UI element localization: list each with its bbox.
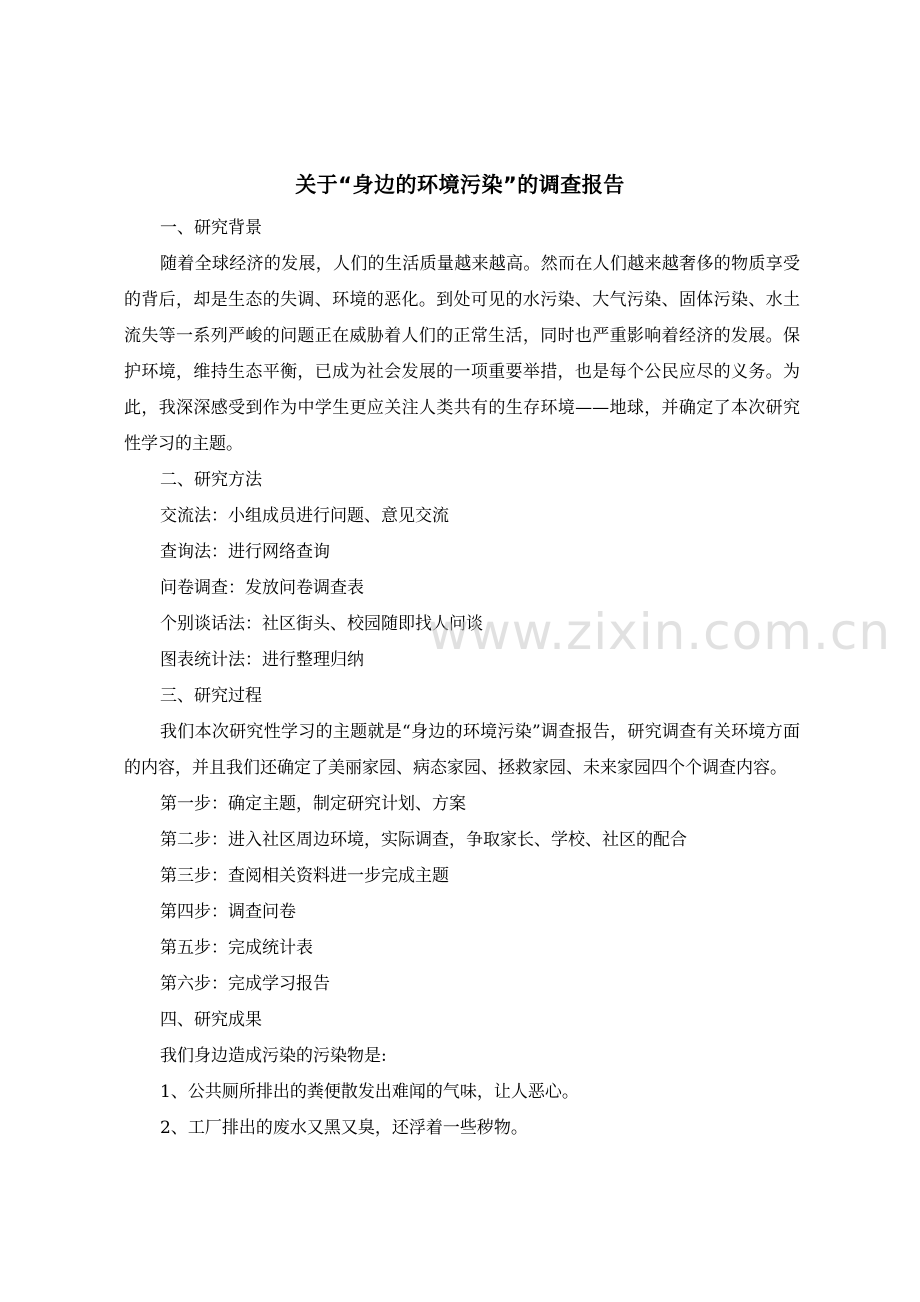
step-item: 第一步：确定主题，制定研究计划、方案: [160, 794, 466, 814]
report-body: [124, 210, 800, 1146]
background-paragraph: [124, 246, 800, 462]
section-heading-process: 三、研究过程: [160, 686, 262, 706]
method-item: 交流法：小组成员进行问题、意见交流: [160, 506, 449, 526]
results-intro: 我们身边造成污染的污染物是:: [160, 1046, 387, 1066]
background-paragraph-text: 随着全球经济的发展，人们的生活质量越来越高。然而在人们越来越奢侈的物质享受的背后，却是生态的失调、环境的恶化。到处可见的水污染、大气污染、固体污染、水土流失等一系列严峻的问题正在威胁着人们的正常生活，同时也严重影响着经济的发展。保护环境，维持生态平衡，已成为社会发展的一项重要举措，也是每个公民应尽的义务。为此，我深深感受到作为中学生更应关注人类共有的生存环境——地球，并确定了本次研究性学习的主题。: [124, 254, 800, 454]
method-item: 个别谈话法：社区街头、校园随即找人问谈: [160, 614, 483, 634]
section-heading-background: 一、研究背景: [160, 218, 262, 238]
method-item: 问卷调查：发放问卷调查表: [160, 578, 364, 598]
step-item: 第三步：查阅相关资料进一步完成主题: [160, 866, 449, 886]
step-item: 第四步：调查问卷: [160, 902, 296, 922]
result-item: 1、公共厕所排出的粪便散发出难闻的气味，让人恶心。: [160, 1082, 579, 1102]
section-heading-methods: 二、研究方法: [160, 470, 262, 490]
step-item: 第六步：完成学习报告: [160, 974, 330, 994]
method-item: 查询法：进行网络查询: [160, 542, 330, 562]
section-heading-results: 四、研究成果: [160, 1010, 262, 1030]
process-paragraph-text: 我们本次研究性学习的主题就是“身边的环境污染”调查报告，研究调查有关环境方面的内容，并且我们还确定了美丽家园、病态家园、拯救家园、未来家园四个个调查内容。: [124, 722, 800, 778]
method-item: 图表统计法：进行整理归纳: [160, 650, 364, 670]
process-paragraph: [124, 714, 800, 786]
step-item: 第五步：完成统计表: [160, 938, 313, 958]
site-watermark: www.zixin.com.cn: [428, 603, 892, 661]
report-title: 关于“身边的环境污染”的调查报告: [295, 173, 625, 197]
result-item: 2、工厂排出的废水又黑又臭，还浮着一些秽物。: [160, 1118, 528, 1138]
step-item: 第二步：进入社区周边环境，实际调查，争取家长、学校、社区的配合: [160, 830, 687, 850]
